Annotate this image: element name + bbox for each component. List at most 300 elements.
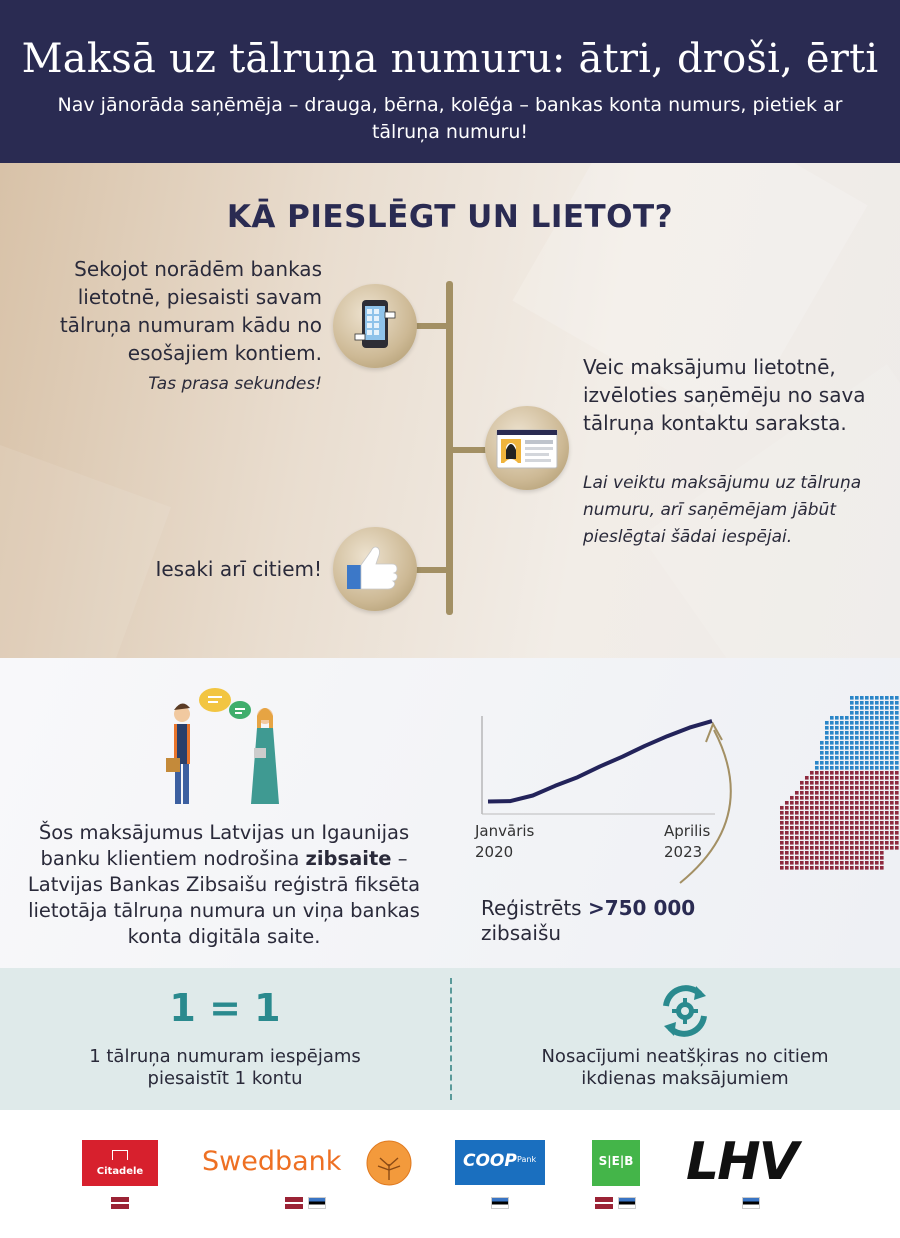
map-dot bbox=[895, 701, 899, 705]
map-dot bbox=[850, 796, 854, 800]
map-dot bbox=[850, 776, 854, 780]
map-dot bbox=[835, 726, 839, 730]
map-dot bbox=[830, 831, 834, 835]
map-dot bbox=[840, 721, 844, 725]
map-dot bbox=[815, 861, 819, 865]
map-dot bbox=[875, 706, 879, 710]
map-dot bbox=[880, 731, 884, 735]
map-dot bbox=[830, 811, 834, 815]
map-dot bbox=[835, 861, 839, 865]
map-dot bbox=[860, 861, 864, 865]
map-dot bbox=[825, 831, 829, 835]
zibsaite-term: zibsaite bbox=[305, 847, 392, 870]
map-dot bbox=[845, 741, 849, 745]
map-dot bbox=[845, 816, 849, 820]
map-dot bbox=[870, 721, 874, 725]
map-dot bbox=[865, 791, 869, 795]
map-dot bbox=[895, 711, 899, 715]
map-dot bbox=[855, 731, 859, 735]
map-dot bbox=[785, 841, 789, 845]
map-dot bbox=[810, 806, 814, 810]
map-dot bbox=[850, 721, 854, 725]
map-dot bbox=[890, 731, 894, 735]
map-dot bbox=[875, 796, 879, 800]
map-dot bbox=[790, 821, 794, 825]
map-dot bbox=[850, 806, 854, 810]
map-dot bbox=[800, 831, 804, 835]
map-dot bbox=[880, 706, 884, 710]
map-dot bbox=[895, 756, 899, 760]
map-dot bbox=[870, 861, 874, 865]
map-dot bbox=[840, 836, 844, 840]
map-dot bbox=[815, 866, 819, 870]
map-dot bbox=[875, 776, 879, 780]
map-dot bbox=[865, 746, 869, 750]
map-dot bbox=[795, 846, 799, 850]
map-dot bbox=[860, 816, 864, 820]
map-dot bbox=[840, 716, 844, 720]
map-dot bbox=[895, 736, 899, 740]
map-dot bbox=[825, 856, 829, 860]
map-dot bbox=[850, 756, 854, 760]
map-dot bbox=[840, 841, 844, 845]
map-dot bbox=[845, 731, 849, 735]
map-dot bbox=[890, 796, 894, 800]
map-dot bbox=[850, 706, 854, 710]
map-dot bbox=[865, 846, 869, 850]
map-dot bbox=[785, 801, 789, 805]
map-dot bbox=[800, 856, 804, 860]
map-dot bbox=[850, 866, 854, 870]
map-dot bbox=[855, 746, 859, 750]
map-dot bbox=[875, 721, 879, 725]
map-dot bbox=[835, 811, 839, 815]
map-dot bbox=[845, 831, 849, 835]
map-dot bbox=[815, 856, 819, 860]
map-dot bbox=[855, 811, 859, 815]
map-dot bbox=[835, 821, 839, 825]
map-dot bbox=[880, 846, 884, 850]
map-dot bbox=[840, 781, 844, 785]
map-dot bbox=[790, 816, 794, 820]
zibsaite-section bbox=[0, 658, 900, 968]
map-dot bbox=[850, 726, 854, 730]
map-dot bbox=[845, 861, 849, 865]
map-dot bbox=[840, 796, 844, 800]
map-dot bbox=[860, 841, 864, 845]
map-dot bbox=[815, 776, 819, 780]
map-dot bbox=[870, 751, 874, 755]
map-dot bbox=[795, 836, 799, 840]
map-dot bbox=[805, 791, 809, 795]
map-dot bbox=[825, 826, 829, 830]
map-dot bbox=[795, 811, 799, 815]
map-dot bbox=[820, 791, 824, 795]
map-dot bbox=[830, 786, 834, 790]
map-dot bbox=[890, 696, 894, 700]
citadele-mark bbox=[112, 1150, 128, 1160]
map-dot bbox=[815, 786, 819, 790]
map-dot bbox=[845, 761, 849, 765]
map-dot bbox=[845, 781, 849, 785]
map-dot bbox=[845, 771, 849, 775]
facts-divider bbox=[450, 978, 452, 1100]
map-dot bbox=[880, 771, 884, 775]
map-dot bbox=[850, 856, 854, 860]
map-dot bbox=[855, 751, 859, 755]
map-dot bbox=[860, 866, 864, 870]
map-dot bbox=[885, 711, 889, 715]
map-dot bbox=[855, 851, 859, 855]
map-dot bbox=[885, 701, 889, 705]
map-dot bbox=[860, 856, 864, 860]
map-dot bbox=[855, 801, 859, 805]
map-dot bbox=[855, 816, 859, 820]
zibsaite-text-part: Šos maksājumus Latvijas un Igaunijas banku klientiem nodrošina bbox=[38, 821, 410, 870]
map-dot bbox=[890, 711, 894, 715]
map-dot bbox=[880, 746, 884, 750]
gear-cycle-icon bbox=[656, 982, 714, 1040]
map-dot bbox=[790, 861, 794, 865]
map-dot bbox=[885, 716, 889, 720]
map-dot bbox=[780, 841, 784, 845]
map-dot bbox=[875, 836, 879, 840]
map-dot bbox=[855, 821, 859, 825]
map-dot bbox=[870, 741, 874, 745]
map-dot bbox=[895, 746, 899, 750]
map-dot bbox=[880, 851, 884, 855]
map-dot bbox=[885, 741, 889, 745]
map-dot bbox=[790, 856, 794, 860]
map-dot bbox=[780, 851, 784, 855]
map-dot bbox=[835, 841, 839, 845]
map-dot bbox=[865, 776, 869, 780]
map-dot bbox=[810, 801, 814, 805]
map-dot bbox=[880, 861, 884, 865]
map-dot bbox=[880, 736, 884, 740]
map-dot bbox=[820, 866, 824, 870]
map-dot bbox=[835, 846, 839, 850]
map-dot bbox=[860, 786, 864, 790]
map-dot bbox=[880, 756, 884, 760]
map-dot bbox=[880, 821, 884, 825]
map-dot bbox=[860, 781, 864, 785]
map-dot bbox=[835, 856, 839, 860]
map-dot bbox=[890, 801, 894, 805]
map-dot bbox=[870, 716, 874, 720]
map-dot bbox=[830, 791, 834, 795]
map-dot bbox=[885, 826, 889, 830]
map-dot bbox=[840, 856, 844, 860]
step1-text: Sekojot norādēm bankas lietotnē, piesaisti savam tālruņa numuram kādu no esošajiem kontiem. bbox=[59, 257, 322, 365]
map-dot bbox=[890, 736, 894, 740]
map-dot bbox=[890, 741, 894, 745]
map-dot bbox=[800, 851, 804, 855]
map-dot bbox=[845, 716, 849, 720]
map-dot bbox=[880, 726, 884, 730]
map-dot bbox=[830, 761, 834, 765]
map-dot bbox=[880, 751, 884, 755]
map-dot bbox=[820, 761, 824, 765]
map-dot bbox=[780, 831, 784, 835]
map-dot bbox=[825, 841, 829, 845]
map-dot bbox=[890, 726, 894, 730]
map-dot bbox=[845, 841, 849, 845]
map-dot bbox=[880, 741, 884, 745]
map-dot bbox=[825, 861, 829, 865]
map-dot bbox=[825, 836, 829, 840]
map-dot bbox=[825, 821, 829, 825]
map-dot bbox=[800, 781, 804, 785]
map-dot bbox=[840, 746, 844, 750]
map-dot bbox=[810, 861, 814, 865]
map-dot bbox=[835, 866, 839, 870]
map-dot bbox=[780, 821, 784, 825]
map-dot bbox=[875, 846, 879, 850]
map-dot bbox=[800, 866, 804, 870]
map-dot bbox=[820, 846, 824, 850]
map-dot bbox=[895, 826, 899, 830]
map-dot bbox=[860, 756, 864, 760]
map-dot bbox=[880, 831, 884, 835]
map-dot bbox=[850, 746, 854, 750]
map-dot bbox=[890, 781, 894, 785]
map-dot bbox=[795, 816, 799, 820]
map-dot bbox=[815, 841, 819, 845]
map-dot bbox=[810, 811, 814, 815]
map-dot bbox=[850, 831, 854, 835]
map-dot bbox=[830, 771, 834, 775]
map-dot bbox=[805, 801, 809, 805]
zibsaite-text-part: – Latvijas Bankas Zibsaišu reģistrā fiksēta lietotāja tālruņa numura un viņa bankas konta digitāla saite. bbox=[27, 847, 421, 948]
howto-section bbox=[0, 163, 900, 658]
map-dot bbox=[845, 766, 849, 770]
map-dot bbox=[830, 716, 834, 720]
map-dot bbox=[830, 796, 834, 800]
map-dot bbox=[895, 706, 899, 710]
one-to-one: 1 = 1 bbox=[169, 986, 281, 1030]
people-talking-illustration bbox=[160, 686, 290, 811]
map-dot bbox=[845, 751, 849, 755]
map-dot bbox=[820, 826, 824, 830]
coop-name: COOP bbox=[463, 1151, 517, 1171]
map-dot bbox=[865, 716, 869, 720]
map-dot bbox=[795, 856, 799, 860]
map-dot bbox=[895, 781, 899, 785]
map-dot bbox=[850, 771, 854, 775]
map-dot bbox=[790, 846, 794, 850]
map-dot bbox=[795, 801, 799, 805]
map-dot bbox=[860, 711, 864, 715]
map-dot bbox=[825, 801, 829, 805]
map-dot bbox=[815, 811, 819, 815]
map-dot bbox=[845, 836, 849, 840]
map-dot bbox=[870, 746, 874, 750]
map-dot bbox=[830, 726, 834, 730]
map-dot bbox=[810, 821, 814, 825]
map-dot bbox=[815, 761, 819, 765]
map-dot bbox=[880, 781, 884, 785]
map-dot bbox=[845, 791, 849, 795]
map-dot bbox=[850, 846, 854, 850]
map-dot bbox=[875, 746, 879, 750]
map-dot bbox=[825, 851, 829, 855]
map-dot bbox=[895, 716, 899, 720]
map-dot bbox=[835, 761, 839, 765]
map-dot bbox=[880, 766, 884, 770]
map-dot bbox=[840, 756, 844, 760]
registrations-line-chart bbox=[470, 708, 760, 898]
map-dot bbox=[870, 776, 874, 780]
map-dot bbox=[860, 716, 864, 720]
map-dot bbox=[870, 786, 874, 790]
map-dot bbox=[895, 796, 899, 800]
map-dot bbox=[885, 706, 889, 710]
header bbox=[0, 0, 900, 163]
map-dot bbox=[800, 861, 804, 865]
map-dot bbox=[860, 726, 864, 730]
map-dot bbox=[885, 791, 889, 795]
map-dot bbox=[830, 806, 834, 810]
map-dot bbox=[830, 776, 834, 780]
map-dot bbox=[875, 761, 879, 765]
map-dot bbox=[855, 856, 859, 860]
map-dot bbox=[800, 816, 804, 820]
map-dot bbox=[855, 741, 859, 745]
map-dot bbox=[860, 791, 864, 795]
map-dot bbox=[835, 786, 839, 790]
map-dot bbox=[845, 821, 849, 825]
map-dot bbox=[845, 856, 849, 860]
map-dot bbox=[785, 856, 789, 860]
map-dot bbox=[885, 816, 889, 820]
map-dot bbox=[835, 801, 839, 805]
step1-circle bbox=[333, 284, 417, 368]
map-dot bbox=[790, 811, 794, 815]
map-dot bbox=[855, 786, 859, 790]
map-dot bbox=[865, 771, 869, 775]
map-dot bbox=[820, 861, 824, 865]
map-dot bbox=[850, 786, 854, 790]
map-dot bbox=[875, 751, 879, 755]
registered-suffix: zibsaišu bbox=[481, 921, 562, 945]
citadele-name: Citadele bbox=[96, 1166, 144, 1177]
coop-tag: Pank bbox=[517, 1155, 537, 1164]
map-dot bbox=[860, 736, 864, 740]
map-dot bbox=[830, 736, 834, 740]
map-dot bbox=[880, 791, 884, 795]
map-dot bbox=[790, 831, 794, 835]
map-dot bbox=[830, 861, 834, 865]
map-dot bbox=[895, 846, 899, 850]
map-dot bbox=[860, 696, 864, 700]
map-dot bbox=[870, 811, 874, 815]
latvia-estonia-dot-map bbox=[770, 696, 900, 886]
map-dot bbox=[810, 791, 814, 795]
map-dot bbox=[885, 846, 889, 850]
flag-estonia bbox=[742, 1197, 760, 1209]
map-dot bbox=[800, 791, 804, 795]
map-dot bbox=[820, 801, 824, 805]
flag-latvia bbox=[595, 1197, 613, 1209]
howto-heading: KĀ PIESLĒGT UN LIETOT? bbox=[226, 199, 674, 235]
map-dot bbox=[870, 801, 874, 805]
map-dot bbox=[805, 786, 809, 790]
map-dot bbox=[845, 726, 849, 730]
map-dot bbox=[815, 851, 819, 855]
map-dot bbox=[875, 826, 879, 830]
map-dot bbox=[890, 706, 894, 710]
map-dot bbox=[860, 836, 864, 840]
chart-x-label-end: Aprilis 2023 bbox=[664, 822, 711, 861]
map-dot bbox=[870, 821, 874, 825]
map-dot bbox=[830, 746, 834, 750]
map-dot bbox=[875, 766, 879, 770]
map-dot bbox=[880, 836, 884, 840]
map-dot bbox=[865, 806, 869, 810]
map-dot bbox=[870, 711, 874, 715]
map-dot bbox=[865, 736, 869, 740]
map-dot bbox=[805, 796, 809, 800]
map-dot bbox=[875, 806, 879, 810]
map-dot bbox=[830, 816, 834, 820]
map-dot bbox=[785, 831, 789, 835]
map-dot bbox=[820, 821, 824, 825]
map-dot bbox=[805, 831, 809, 835]
step2-text: Veic maksājumu lietotnē, izvēloties saņēmēju no sava tālruņa kontaktu saraksta. bbox=[583, 355, 866, 435]
map-dot bbox=[825, 786, 829, 790]
map-dot bbox=[855, 721, 859, 725]
map-dot bbox=[845, 866, 849, 870]
seb-name: S|E|B bbox=[598, 1154, 634, 1168]
map-dot bbox=[885, 786, 889, 790]
map-dot bbox=[870, 806, 874, 810]
map-dot bbox=[855, 866, 859, 870]
map-dot bbox=[850, 841, 854, 845]
map-dot bbox=[870, 851, 874, 855]
map-dot bbox=[865, 851, 869, 855]
map-dot bbox=[865, 826, 869, 830]
map-dot bbox=[810, 841, 814, 845]
map-dot bbox=[855, 831, 859, 835]
map-dot bbox=[875, 821, 879, 825]
map-dot bbox=[825, 776, 829, 780]
map-dot bbox=[895, 766, 899, 770]
map-dot bbox=[885, 796, 889, 800]
map-dot bbox=[890, 721, 894, 725]
map-dot bbox=[870, 836, 874, 840]
map-dot bbox=[875, 701, 879, 705]
map-dot bbox=[780, 806, 784, 810]
map-dot bbox=[805, 846, 809, 850]
map-dot bbox=[805, 816, 809, 820]
map-dot bbox=[895, 696, 899, 700]
map-dot bbox=[880, 796, 884, 800]
map-dot bbox=[845, 811, 849, 815]
bg-facet bbox=[0, 432, 171, 658]
map-dot bbox=[805, 776, 809, 780]
map-dot bbox=[895, 771, 899, 775]
map-dot bbox=[845, 736, 849, 740]
map-dot bbox=[820, 841, 824, 845]
map-dot bbox=[890, 821, 894, 825]
map-dot bbox=[850, 816, 854, 820]
map-dot bbox=[800, 821, 804, 825]
map-dot bbox=[885, 841, 889, 845]
map-dot bbox=[890, 751, 894, 755]
map-dot bbox=[880, 811, 884, 815]
map-dot bbox=[860, 761, 864, 765]
